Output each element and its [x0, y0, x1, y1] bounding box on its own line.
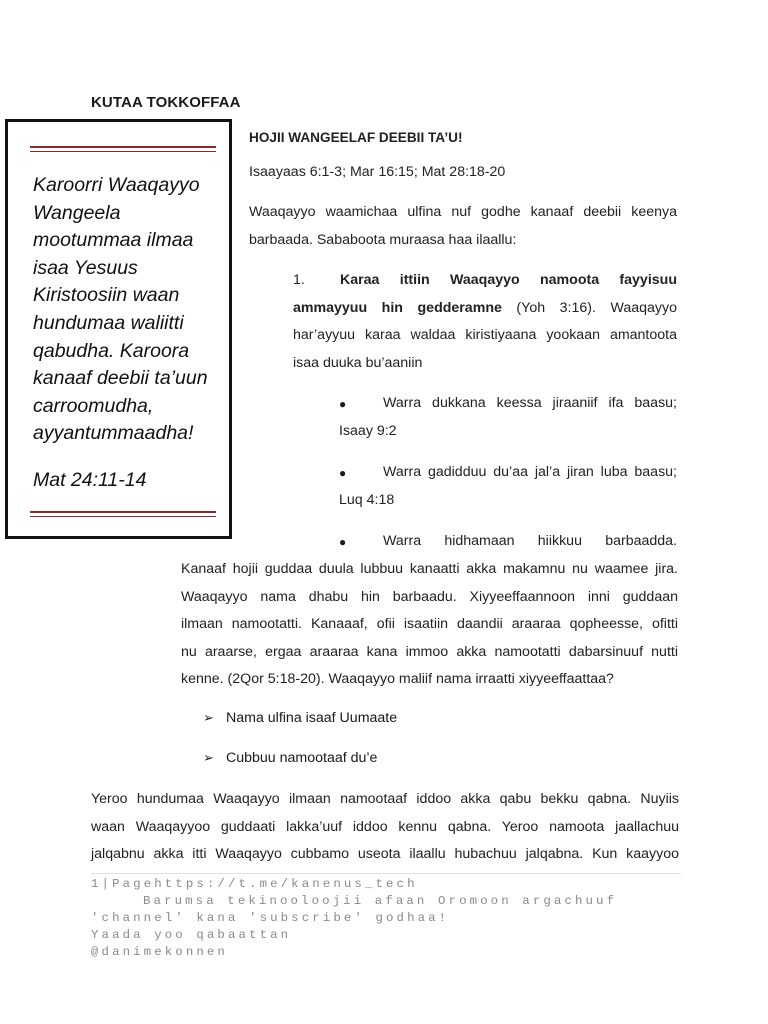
scripture-references: Isaayaas 6:1-3; Mar 16:15; Mat 28:18-20: [249, 164, 506, 180]
bullet-item: [383, 528, 677, 556]
sidebar-quote-box: [5, 119, 232, 539]
bullet-item: [383, 459, 677, 487]
bullet-text: Warra gadidduu du’aa jal’a jiran luba baasu;: [383, 464, 677, 480]
footer-handle: @danimekonnen: [91, 945, 228, 959]
quote-line: Karoorri Waaqayyo: [33, 174, 200, 196]
bullet-item: [383, 390, 677, 418]
item-bold-text: ammayyuu hin gedderamne: [293, 299, 502, 316]
bullet-icon: ●: [339, 466, 347, 480]
text-line: Yeroo hundumaa Waaqayyo ilmaan namootaaf iddoo akka qabu bekku qabna. Nuyiis: [91, 791, 679, 807]
footer-line: Yaada yoo qabaattan: [91, 928, 292, 942]
numbered-item-line: [340, 267, 677, 295]
arrow-list-item: [203, 710, 397, 726]
quote-line: Kiristoosiin waan: [33, 284, 180, 307]
quote-line: carroomudha,: [33, 394, 154, 417]
quote-line: isaa Yesuus: [33, 256, 138, 279]
bullet-icon: ●: [339, 535, 347, 549]
bullet-reference: Luq 4:18: [339, 492, 395, 508]
list-number: 1.: [293, 272, 305, 288]
quote-line: mootummaa ilmaa: [33, 229, 194, 252]
body-paragraph: [181, 556, 678, 694]
text-line: barbaada. Sababoota muraasa haa ilaallu:: [249, 231, 517, 248]
sidebar-quote: [33, 172, 229, 448]
quote-line: ayyantummaadha!: [33, 422, 194, 445]
item-line: isaa duuka bu’aaniin: [293, 354, 423, 371]
arrow-bullet-icon: ➢: [203, 750, 214, 765]
text-line: kenne. (2Qor 5:18-20). Waaqayyo maliif nama irraatti xiyyeeffaattaa?: [181, 671, 614, 687]
quote-line: kanaaf deebii ta’uun: [33, 367, 208, 390]
item-bold-line: Karaa ittiin Waaqayyo namoota fayyisuu: [340, 272, 677, 288]
text-line: nu araarse, ergaa araaraa kana immoo akka namootatti dabarsinuuf nutti: [181, 643, 678, 660]
closing-paragraph: [91, 786, 679, 869]
section-heading: HOJII WANGEELAF DEEBII TA’U!: [249, 130, 463, 145]
quote-line: hundumaa waliitti: [33, 311, 184, 334]
arrow-list-item: [203, 750, 377, 766]
footer-line: Barumsa tekinooloojii afaan Oromoon argachuuf: [143, 894, 618, 908]
text-line: Waaqayyo waamichaa ulfina nuf godhe kanaaf deebii keenya: [249, 204, 677, 220]
text-line: waan Waaqayyoo guddaati lakka’uuf iddoo kennu qabna. Yeroo namoota jaallachuu: [91, 818, 679, 835]
footer-link[interactable]: Pagehttps://t.me/kanenus_tech: [112, 877, 418, 891]
quote-line: qabudha. Karoora: [33, 339, 190, 362]
arrow-item-text: Cubbuu namootaaf du’e: [226, 750, 378, 766]
item-line: har’ayyuu karaa waldaa kiristiyaana yookaan amantoota: [293, 327, 677, 343]
bottom-divider: [30, 511, 216, 513]
quote-line: Wangeela: [33, 201, 121, 224]
arrow-bullet-icon: ➢: [203, 710, 214, 725]
footer-page-line: [91, 877, 418, 891]
bullet-text: Warra dukkana keessa jiraaniif ifa baasu;: [383, 395, 677, 411]
top-divider: [30, 146, 216, 148]
footer-divider: [91, 873, 681, 874]
arrow-item-text: Nama ulfina isaaf Uumaate: [226, 710, 398, 726]
bullet-reference: Isaay 9:2: [339, 423, 397, 439]
footer-line: 'channel' kana 'subscribe' godhaa!: [91, 911, 450, 925]
bullet-text: Warra hidhamaan hiikkuu barbaadda.: [383, 533, 677, 549]
numbered-item-line: [293, 322, 677, 350]
text-line: ilmaan namootatti. Kanaaaf, ofii isaatiin daandii araaraa qopheesse, ofitti: [181, 616, 678, 632]
chapter-title: KUTAA TOKKOFFAA: [91, 94, 241, 111]
page-number: 1|: [91, 877, 113, 891]
item-text: (Yoh 3:16). Waaqayyo: [501, 299, 677, 316]
bullet-icon: ●: [339, 397, 347, 411]
text-line: Kanaaf hojii guddaa duula lubbuu kanaatti akka makamnu nu waamee jira.: [181, 561, 678, 577]
numbered-item-line: [293, 295, 677, 323]
intro-paragraph: [249, 199, 677, 254]
text-line: jalqabnu akka itti Waaqayyo cubbamo useota ilaallu hubachuu jalqabna. Kun kaayyoo: [91, 846, 679, 862]
quote-reference: Mat 24:11-14: [33, 469, 147, 491]
text-line: Waaqayyo nama dhabu hin barbaadu. Xiyyeeffaannoon inni guddaan: [181, 588, 678, 605]
